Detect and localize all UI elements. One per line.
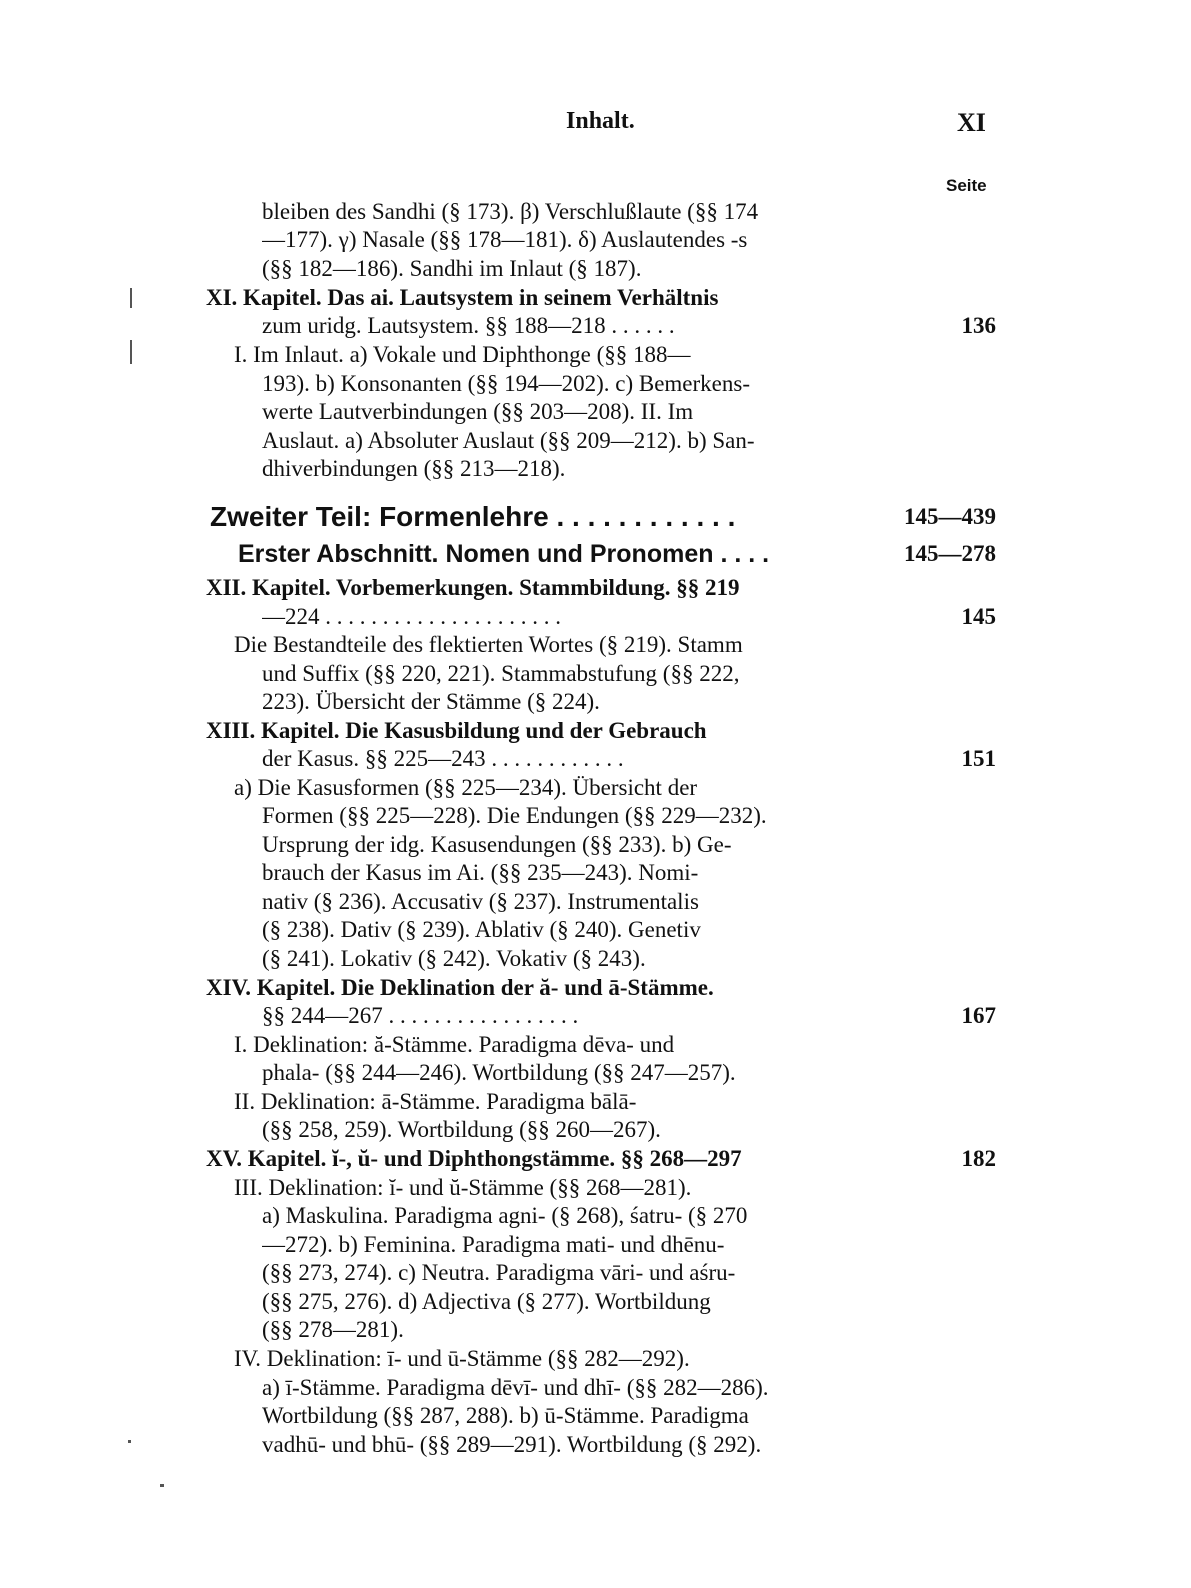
toc-line: (§§ 182—186). Sandhi im Inlaut (§ 187). [262,256,642,281]
toc-chapter-heading: XIV. Kapitel. Die Deklination der ă- und ā-Stämme. [206,975,714,1000]
toc-page-number: 145 [961,604,996,629]
toc-line: I. Im Inlaut. a) Vokale und Diphthonge (§§ 188— [234,342,691,367]
toc-line: der Kasus. §§ 225—243 . . . . . . . . . . . . [262,746,624,771]
toc-line: 193). b) Konsonanten (§§ 194—202). c) Bemerkens- [262,371,750,396]
toc-line: und Suffix (§§ 220, 221). Stammabstufung (§§ 222, [262,661,740,686]
toc-line: (§ 238). Dativ (§ 239). Ablativ (§ 240). Genetiv [262,917,701,942]
running-head-page-number: XI [957,108,986,137]
toc-line: §§ 244—267 . . . . . . . . . . . . . . . . . [262,1003,579,1028]
margin-mark [130,288,132,308]
margin-mark [130,340,132,364]
toc-line: brauch der Kasus im Ai. (§§ 235—243). Nomi- [262,860,699,885]
toc-line: —177). γ) Nasale (§§ 178—181). δ) Auslautendes -s [262,227,748,252]
toc-page-number: 145—278 [904,541,996,566]
toc-page-number: 136 [961,313,996,338]
toc-line: a) ī-Stämme. Paradigma dēvī- und dhī- (§§ 282—286). [262,1375,769,1400]
toc-line: —272). b) Feminina. Paradigma mati- und dhēnu- [262,1232,725,1257]
toc-chapter-heading: XIII. Kapitel. Die Kasusbildung und der Gebrauch [206,718,707,743]
toc-page-number: 151 [961,746,996,771]
toc-line: werte Lautverbindungen (§§ 203—208). II. Im [262,399,694,424]
toc-line: III. Deklination: ĭ- und ŭ-Stämme (§§ 268—281). [234,1175,692,1200]
toc-part-heading: Zweiter Teil: Formenlehre . . . . . . . . . . . . [210,501,736,532]
toc-line: zum uridg. Lautsystem. §§ 188—218 . . . . . . [262,313,675,338]
toc-line: (§§ 273, 274). c) Neutra. Paradigma vāri- und aśru- [262,1260,736,1285]
toc-line: nativ (§ 236). Accusativ (§ 237). Instrumentalis [262,889,699,914]
running-head-title: Inhalt. [566,108,635,134]
toc-line: Die Bestandteile des flektierten Wortes (§ 219). Stamm [234,632,743,657]
toc-line: 223). Übersicht der Stämme (§ 224). [262,689,600,714]
toc-line: —224 . . . . . . . . . . . . . . . . . . . . . [262,604,561,629]
toc-line: a) Maskulina. Paradigma agni- (§ 268), śatru- (§ 270 [262,1203,748,1228]
toc-line: (§§ 275, 276). d) Adjectiva (§ 277). Wortbildung [262,1289,711,1314]
toc-line: Wortbildung (§§ 287, 288). b) ū-Stämme. Paradigma [262,1403,749,1428]
toc-line: II. Deklination: ā-Stämme. Paradigma bālā- [234,1089,637,1114]
toc-line: (§§ 258, 259). Wortbildung (§§ 260—267). [262,1117,661,1142]
toc-line: bleiben des Sandhi (§ 173). β) Verschlußlaute (§§ 174 [262,199,759,224]
toc-line: dhiverbindungen (§§ 213—218). [262,456,566,481]
toc-line: (§ 241). Lokativ (§ 242). Vokativ (§ 243). [262,946,646,971]
toc-line: a) Die Kasusformen (§§ 225—234). Übersicht der [234,775,698,800]
toc-chapter-heading: XII. Kapitel. Vorbemerkungen. Stammbildung. §§ 219 [206,575,740,600]
toc-page-number: 167 [961,1003,996,1028]
toc-section-heading: Erster Abschnitt. Nomen und Pronomen . . . . [238,540,770,568]
margin-mark [160,1484,164,1487]
toc-chapter-heading: XI. Kapitel. Das ai. Lautsystem in seinem Verhältnis [206,285,719,310]
toc-page-number: 182 [961,1146,996,1171]
toc-line: IV. Deklination: ī- und ū-Stämme (§§ 282—292). [234,1346,690,1371]
toc-line: Ursprung der idg. Kasusendungen (§§ 233). b) Ge- [262,832,732,857]
toc-page-number: 145—439 [904,504,996,529]
toc-line: Formen (§§ 225—228). Die Endungen (§§ 229—232). [262,803,767,828]
toc-line: vadhū- und bhū- (§§ 289—291). Wortbildung (§ 292). [262,1432,762,1457]
toc-chapter-heading: XV. Kapitel. ĭ-, ŭ- und Diphthongstämme. §§ 268—297 [206,1146,742,1171]
toc-line: Auslaut. a) Absoluter Auslaut (§§ 209—212). b) San- [262,428,755,453]
toc-line: (§§ 278—281). [262,1317,404,1342]
toc-line: phala- (§§ 244—246). Wortbildung (§§ 247—257). [262,1060,736,1085]
margin-mark [128,1440,131,1443]
seite-column-label: Seite [946,176,987,195]
toc-line: I. Deklination: ă-Stämme. Paradigma dēva- und [234,1032,675,1057]
